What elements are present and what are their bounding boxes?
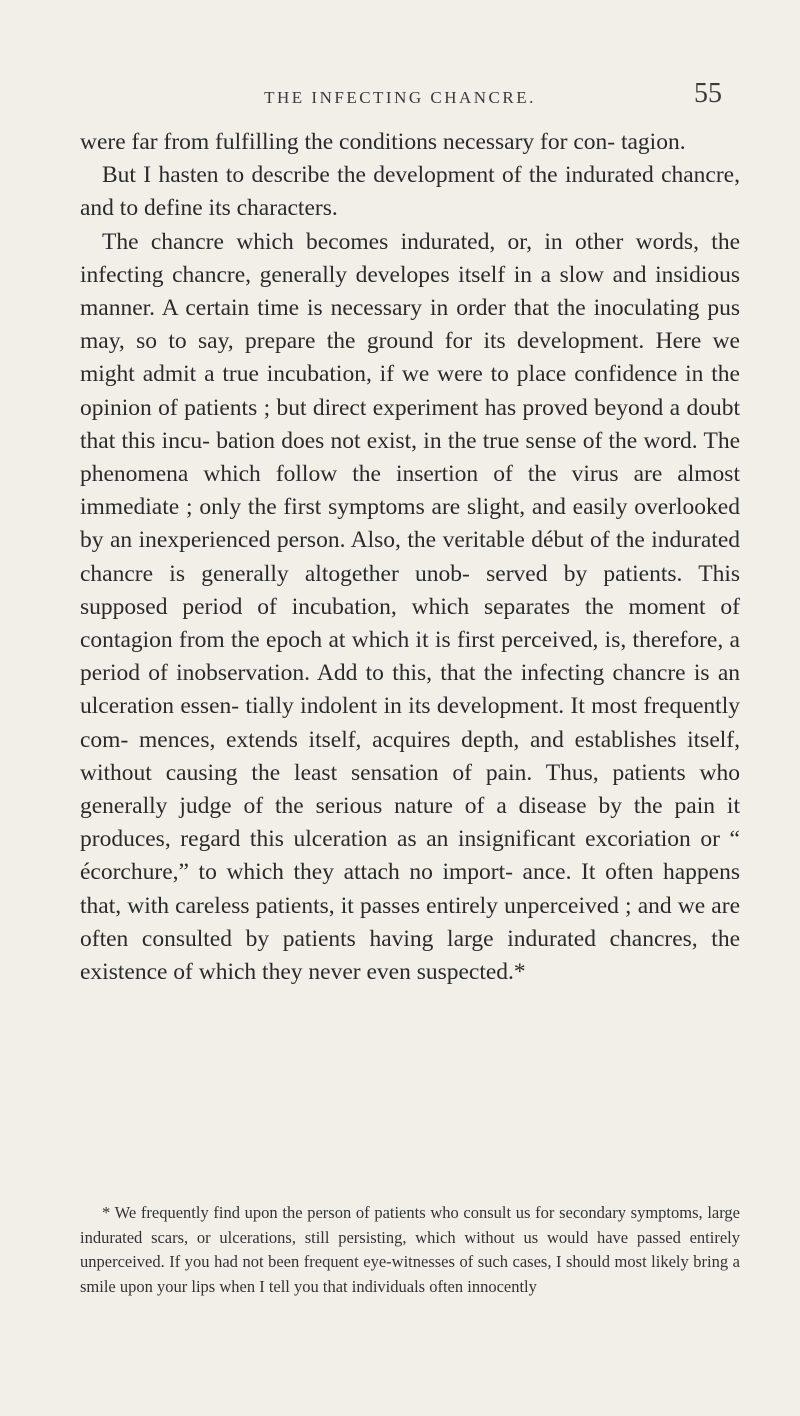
footnote: * We frequently find upon the person of patients who consult us for secondary symptoms, large indurated scars, or ulcerations, still persisting, which without us would have passed entirely unperceived. If you had not been frequent eye-witnesses of such cases, I should most likely bring a smile upon your lips when I tell you that individuals often innocently	[80, 1203, 740, 1296]
paragraph: But I hasten to describe the development of the indurated chancre, and to define its characters.	[80, 162, 740, 222]
paragraph: The chancre which becomes indurated, or, in other words, the infecting chancre, generally developes itself in a slow and insidious manner. A certain time is necessary in order that the inoculating pus may, so to say, prepare the ground for its development. Here we might admit a true incubation, if we were to place confidence in the opinion of patients ; but direct experiment has proved beyond a doubt that this incu- bation does not exist, in the true sense of the word. The phenomena which follow the insertion of the virus are almost immediate ; only the first symptoms are slight, and easily overlooked by an inexperienced person. Also, the veritable début of the indurated chancre is generally altogether unob- served by patients. This supposed period of incubation, which separates the moment of contagion from the epoch at which it is first perceived, is, therefore, a period of inobservation. Add to this, that the infecting chancre is an ulceration essen- tially indolent in its development. It most frequently com- mences, extends itself, acquires depth, and establishes itself, without causing the least sensation of pain. Thus, patients who generally judge of the serious nature of a disease by the pain it produces, regard this ulceration as an insignificant excoriation or “ écorchure,” to which they attach no import- ance. It often happens that, with careless patients, it passes entirely unperceived ; and we are often consulted by patients having large indurated chancres, the existence of which they never even suspected.*	[80, 228, 740, 986]
running-title: THE INFECTING CHANCRE.	[264, 88, 536, 107]
body-text	[80, 126, 740, 989]
paragraph-continuation: were far from fulfilling the conditions necessary for con- tagion.	[80, 129, 686, 155]
page-number: 55	[694, 78, 722, 109]
running-head	[0, 78, 800, 118]
